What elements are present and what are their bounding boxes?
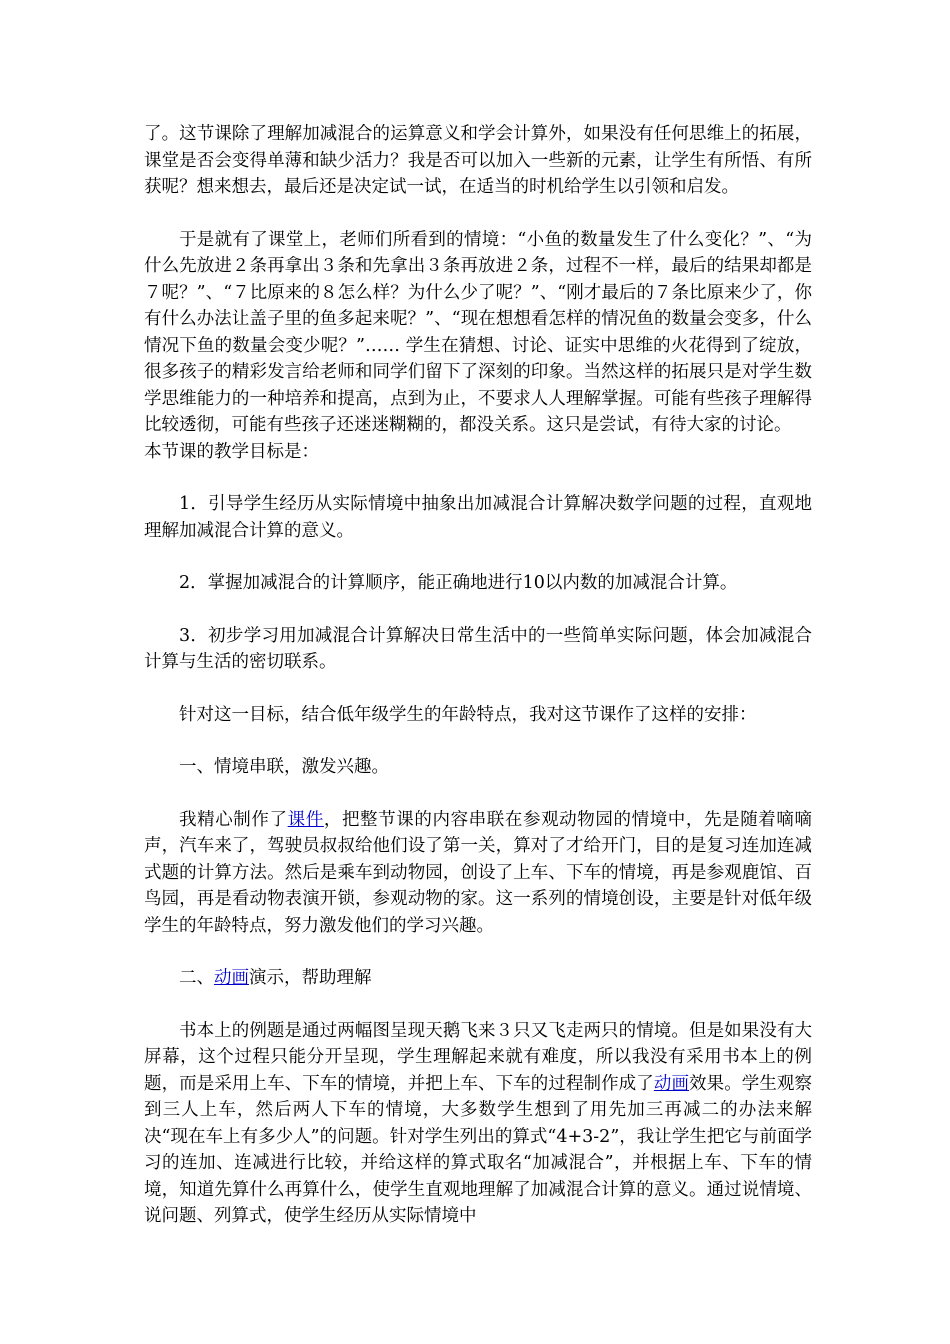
paragraph-goal-2: 2．掌握加减混合的计算顺序，能正确地进行10以内数的加减混合计算。 xyxy=(179,573,738,593)
animation-link[interactable]: 动画 xyxy=(214,968,249,988)
section-heading-1: 一、情境串联，激发兴趣。 xyxy=(179,757,389,777)
document-page xyxy=(144,121,812,1230)
paragraph-text: 我精心制作了 xyxy=(179,809,288,830)
paragraph-goal-3: 3．初步学习用加减混合计算解决日常生活中的一些简单实际问题，体会加减混合计算与生活的密切联系。 xyxy=(144,625,812,672)
paragraph-section-1 xyxy=(144,807,812,940)
paragraph-text: 效果。学生观察到三人上车，然后两人下车的情境，大多数学生想到了用先加三再减二的办法来解决“现在车上有多少人”的问题。针对学生列出的算式“4+3-2”，我让学生把它与前面学习的连加、连减进行比较，并给这样的算式取名“加减混合”，并根据上车、下车的情境，知道先算什么再算什么，使学生直观地理解了加减混合计算的意义。通过说情境、说问题、列算式，使学生经历从实际情境中 xyxy=(144,1073,813,1226)
heading-text: 演示，帮助理解 xyxy=(249,968,372,988)
paragraph-text: ，把整节课的内容串联在参观动物园的情境中，先是随着嘀嘀声，汽车来了，驾驶员叔叔给他们设了第一关，算对了才给开门，目的是复习连加连减式题的计算方法。然后是乘车到动物园，创设了上车、下车的情境，再是参观鹿馆、百鸟园，再是看动物表演开锁，参观动物的家。这一系列的情境创设，主要是针对低年级学生的年龄特点，努力激发他们的学习兴趣。 xyxy=(144,809,813,936)
paragraph-goal-1: 1．引导学生经历从实际情境中抽象出加减混合计算解决数学问题的过程，直观地理解加减混合计算的意义。 xyxy=(144,494,812,541)
section-heading-2 xyxy=(144,965,812,992)
paragraph-text: 书本上的例题是通过两幅图呈现天鹅飞来３只又飞走两只的情境。但是如果没有大屏幕，这个过程只能分开呈现，学生理解起来就有难度，所以我没有采用书本上的例题，而是采用上车、下车的情境，并把上车、下车的过程制作成了 xyxy=(144,1020,812,1094)
courseware-link[interactable]: 课件 xyxy=(287,809,324,830)
animation-link[interactable]: 动画 xyxy=(653,1073,690,1094)
paragraph-goals-heading: 本节课的教学目标是： xyxy=(144,441,319,462)
paragraph-section-2 xyxy=(144,1018,812,1230)
paragraph-classroom-scene: 于是就有了课堂上，老师们所看到的情境：“小鱼的数量发生了什么变化？”、“为什么先放进２条再拿出３条和先拿出３条再放进２条，过程不一样，最后的结果却都是７呢？”、“７比原来的８怎么样？为什么少了呢？”、“刚才最后的７条比原来少了，你有什么办法让盖子里的鱼多起来呢？”、“现在想想看怎样的情况鱼的数量会变多，什么情况下鱼的数量会变少呢？”…… 学生在猜想、讨论、证实中思维的火花得到了绽放，很多孩子的精彩发言给老师和同学们留下了深刻的印象。当然这样的拓展只是对学生数学思维能力的一种培养和提高，点到为止，不要求人人理解掌握。可能有些孩子理解得比较透彻，可能有些孩子还迷迷糊糊的，都没关系。这只是尝试，有待大家的讨论。 xyxy=(144,229,812,435)
paragraph-intro-continued: 了。这节课除了理解加减混合的运算意义和学会计算外，如果没有任何思维上的拓展，课堂是否会变得单薄和缺少活力？我是否可以加入一些新的元素，让学生有所悟、有所获呢？想来想去，最后还是决定试一试，在适当的时机给学生以引领和启发。 xyxy=(144,124,812,197)
paragraph-arrangement: 针对这一目标，结合低年级学生的年龄特点，我对这节课作了这样的安排： xyxy=(179,704,757,725)
heading-text: 二、 xyxy=(179,968,214,988)
